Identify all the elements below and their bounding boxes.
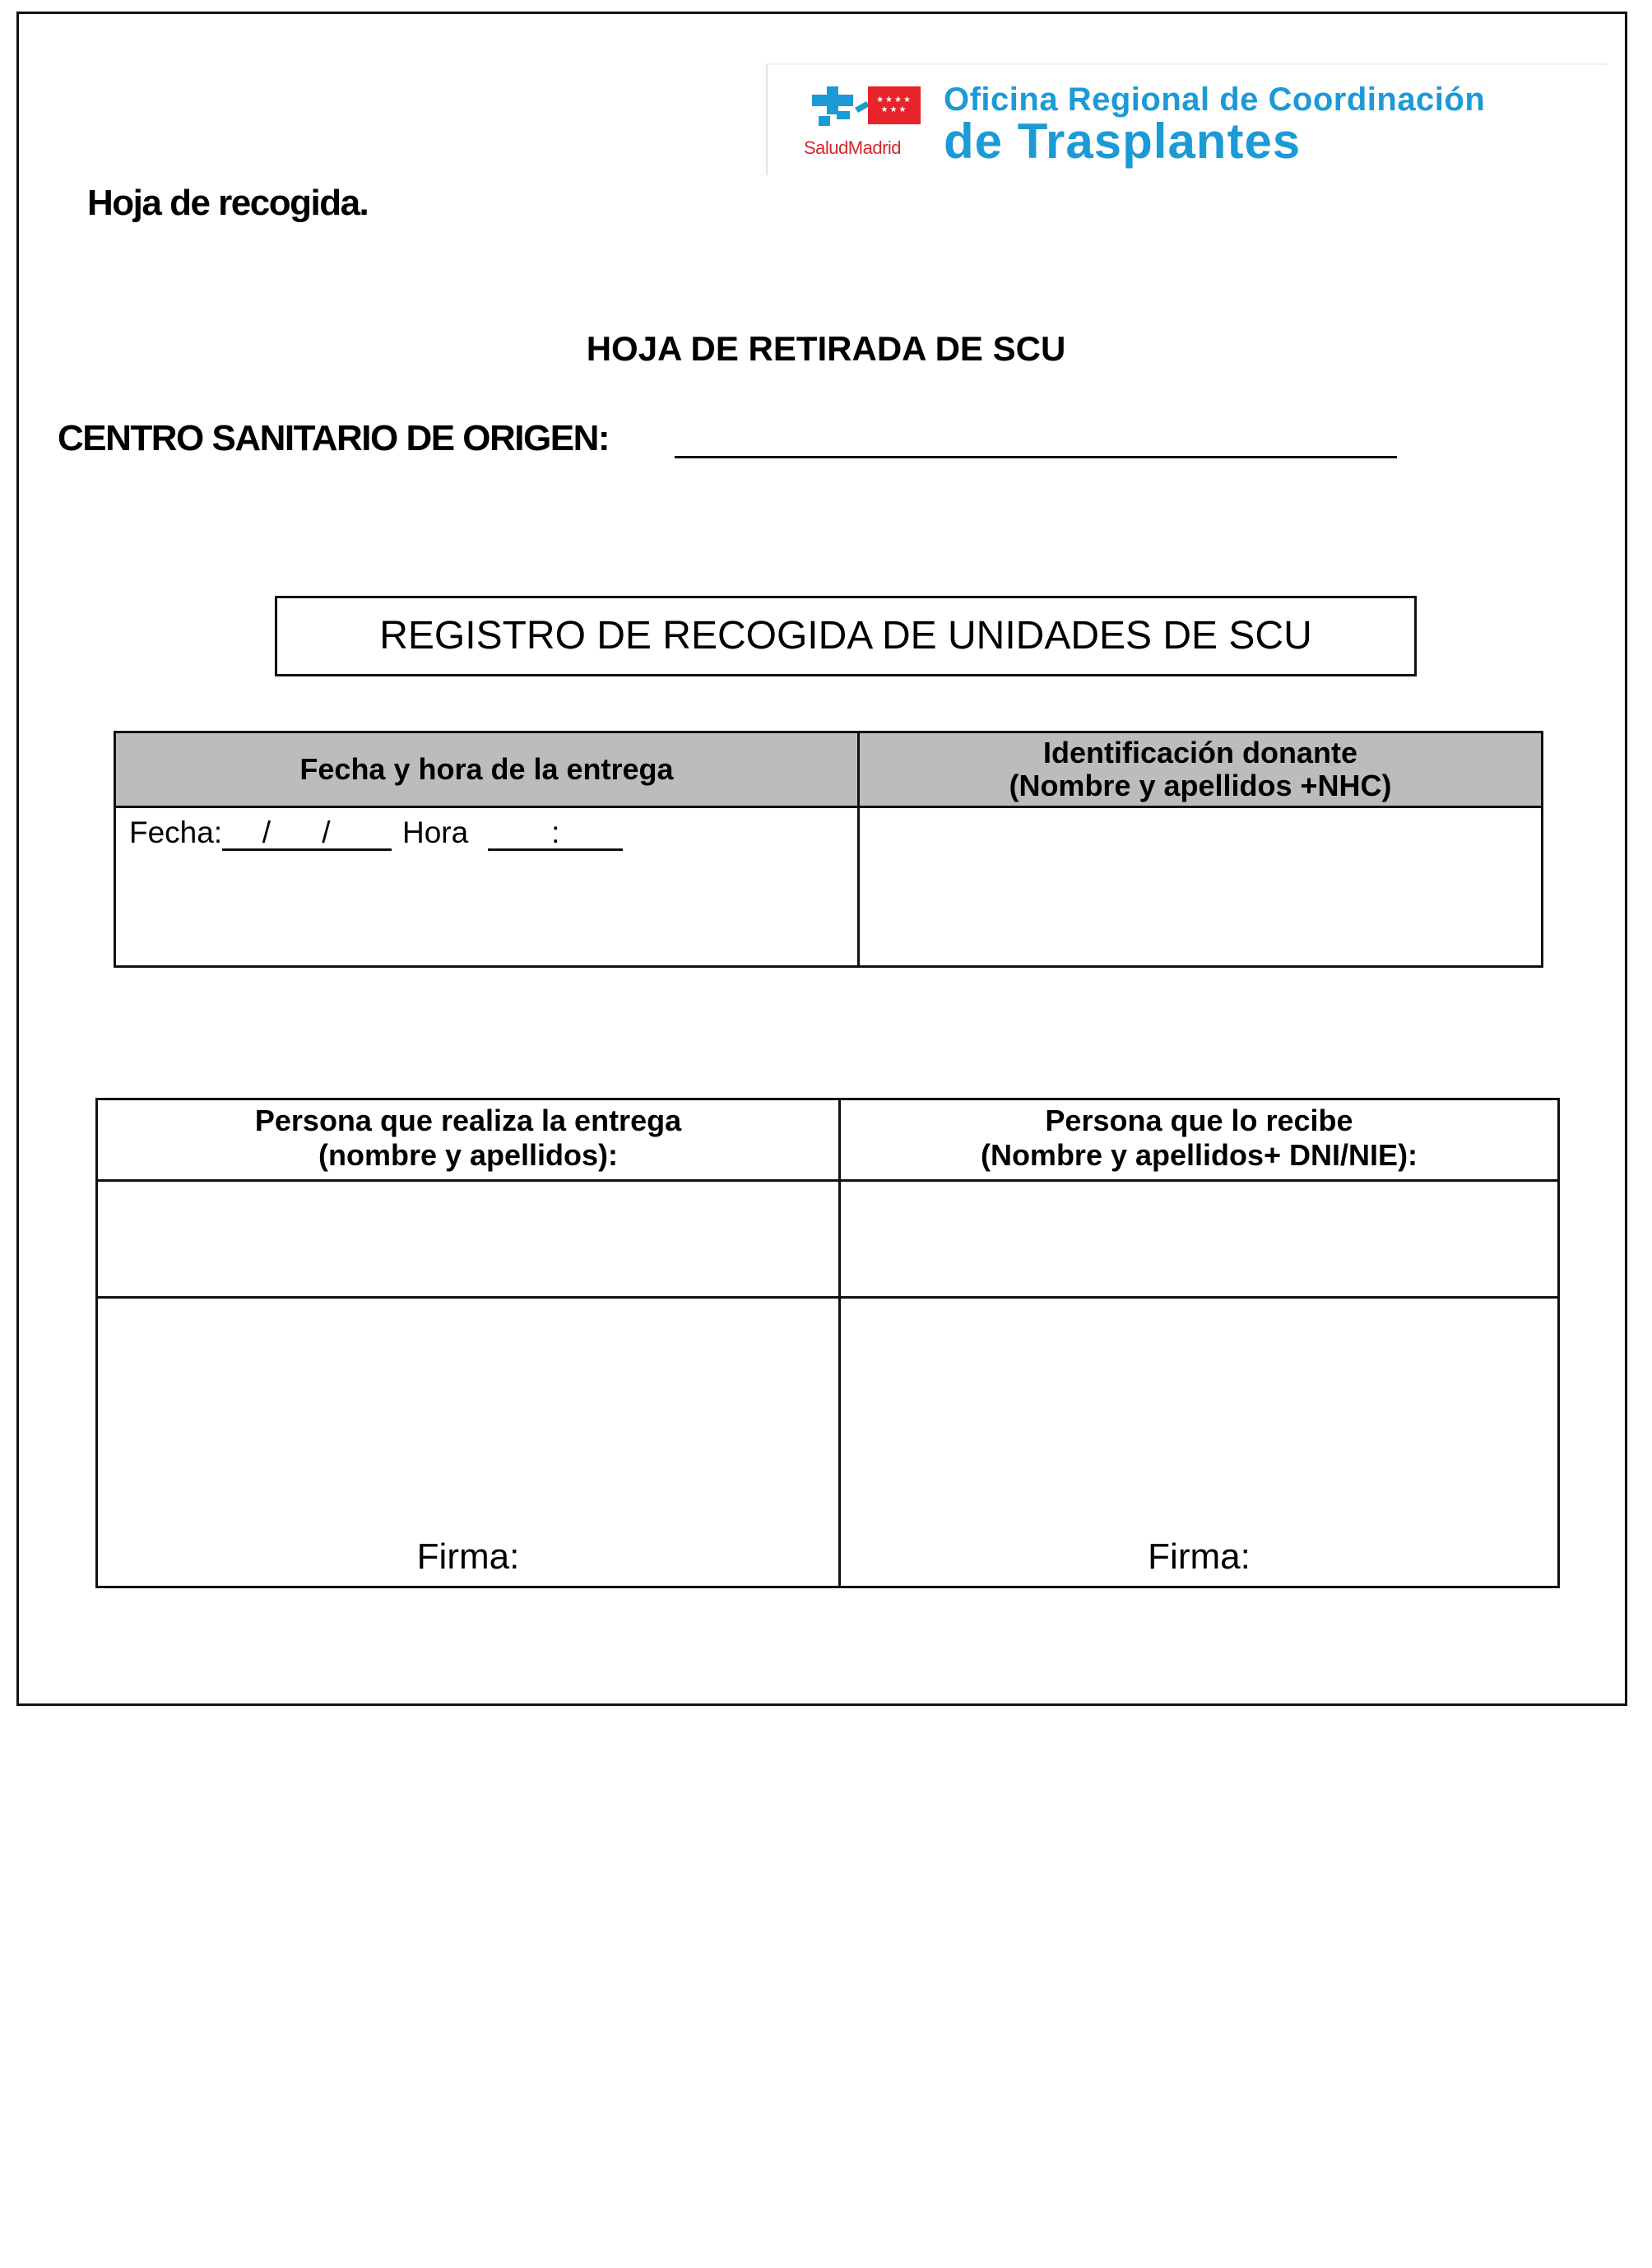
persons-table: [95, 1098, 1560, 1588]
document-label: Hoja de recogida.: [87, 183, 369, 223]
date-input[interactable]: / /: [222, 816, 392, 851]
donor-id-header-line2: (Nombre y apellidos +NHC): [1009, 769, 1392, 802]
origin-center-field[interactable]: [675, 456, 1397, 458]
time-field[interactable]: [402, 816, 623, 851]
delivery-datetime-header: Fecha y hora de la entrega: [299, 752, 674, 786]
delivering-person-header-line1: Persona que realiza la entrega: [254, 1104, 682, 1137]
time-label: Hora: [402, 816, 469, 849]
receiving-person-header: [841, 1104, 1557, 1178]
receiving-signature-label: Firma:: [1148, 1536, 1251, 1577]
donor-id-header-line1: Identificación donante: [1042, 736, 1358, 769]
logo-title-line2: de Trasplantes: [944, 114, 1302, 169]
delivering-person-header-line2: (nombre y apellidos):: [318, 1138, 619, 1172]
donor-id-header: [860, 733, 1541, 806]
date-field[interactable]: [129, 816, 392, 851]
receiving-person-header-line1: Persona que lo recibe: [1045, 1104, 1353, 1137]
delivering-person-header: [98, 1104, 838, 1178]
table-divider: [98, 1179, 1557, 1182]
register-title-box: REGISTRO DE RECOGIDA DE UNIDADES DE SCU: [275, 596, 1417, 676]
receiving-person-header-line2: (Nombre y apellidos+ DNI/NIE):: [980, 1138, 1418, 1172]
delivery-table: [114, 731, 1543, 968]
organization-logo: [766, 63, 1608, 175]
logo-title-line1: Oficina Regional de Coordinación: [944, 81, 1486, 118]
delivering-signature-label: Firma:: [416, 1536, 520, 1577]
table-divider: [98, 1296, 1557, 1299]
origin-center-label: CENTRO SANITARIO DE ORIGEN:: [58, 418, 610, 458]
time-input[interactable]: :: [488, 816, 623, 851]
logo-brand-text: SaludMadrid: [804, 137, 902, 158]
madrid-flag-icon: ★★★★ ★★★: [868, 86, 921, 124]
page-title: HOJA DE RETIRADA DE SCU: [586, 329, 1066, 368]
date-label: Fecha:: [129, 816, 223, 849]
